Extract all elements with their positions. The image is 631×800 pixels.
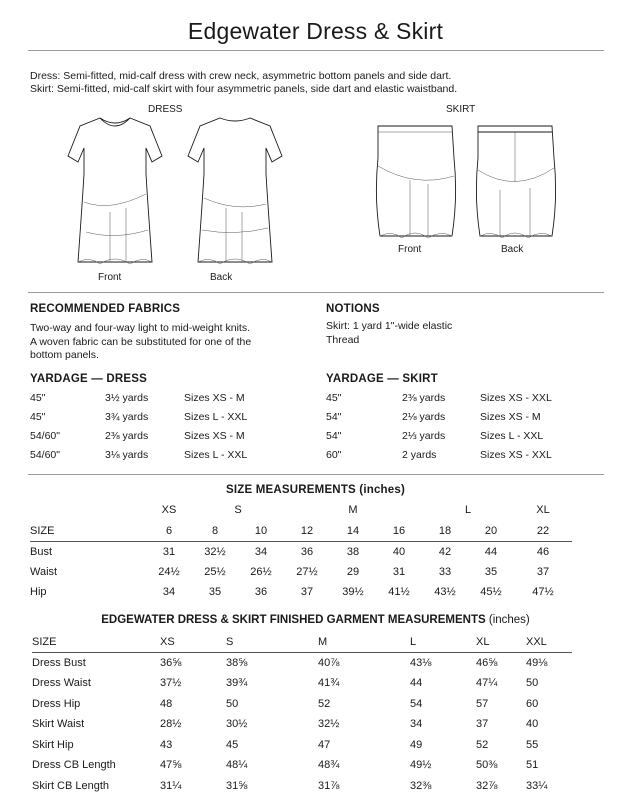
yardage-skirt-heading: YARDAGE — SKIRT [326, 373, 438, 385]
fabrics-line: A woven fabric can be substituted for one of the [30, 335, 252, 348]
size-number: 18 [422, 521, 468, 542]
cell: 54 [410, 697, 423, 710]
cell: 29 [346, 565, 360, 578]
yardage-yards: 2⅓ yards [402, 430, 446, 442]
size-measurements-title: SIZE MEASUREMENTS (inches) [226, 484, 405, 496]
cell: 31 [392, 565, 406, 578]
size-number: 12 [284, 521, 330, 542]
figure-divider [28, 292, 604, 293]
dress-figure-label: DRESS [148, 104, 183, 115]
cell: 50⅜ [476, 759, 498, 772]
cell: 35 [208, 586, 222, 599]
cell: 46⅝ [476, 657, 498, 669]
dress-front-label: Front [98, 272, 122, 283]
size-number: 10 [238, 521, 284, 542]
yardage-width: 60" [326, 449, 342, 461]
size-letter: M [348, 504, 358, 517]
cell: 43½ [434, 586, 456, 599]
description [30, 70, 457, 96]
yardage-divider [28, 474, 604, 475]
cell: 27½ [296, 565, 318, 578]
cell: 42 [438, 545, 452, 558]
garment-measurements-heading [0, 614, 631, 626]
yardage-sizes: Sizes XS - M [480, 411, 541, 423]
cell: 50 [226, 697, 239, 710]
notions-line: Thread [326, 333, 360, 346]
table-row [30, 562, 572, 583]
size-letter: M [318, 632, 410, 653]
cell: 48¾ [318, 759, 340, 772]
cell: 40 [392, 545, 406, 558]
cell: 34 [410, 718, 423, 731]
cell: 52 [476, 738, 489, 751]
fabrics-line: bottom panels. [30, 349, 99, 361]
row-label: Skirt Hip [32, 738, 74, 751]
cell: 48¼ [226, 759, 248, 772]
cell: 31 [162, 545, 176, 558]
cell: 38⅝ [226, 657, 248, 669]
size-letter: XL [476, 632, 526, 653]
dress-back-illustration [180, 112, 290, 274]
notions-text [326, 320, 452, 347]
row-label: Dress Waist [32, 677, 91, 690]
title-divider [28, 50, 604, 51]
garment-measurements-table [32, 632, 572, 796]
cell: 51 [526, 759, 539, 772]
skirt-figure-label: SKIRT [446, 104, 476, 115]
letter-size-row [30, 500, 572, 521]
cell: 36 [254, 586, 268, 599]
cell: 41½ [388, 586, 410, 599]
table-row [32, 735, 572, 756]
yardage-sizes: Sizes L - XXL [184, 449, 248, 461]
cell: 40 [526, 718, 539, 731]
size-letter: XL [536, 504, 550, 517]
cell: 28½ [160, 718, 182, 731]
cell: 57 [476, 697, 489, 710]
cell: 43⅛ [410, 657, 432, 669]
cell: 37½ [160, 677, 182, 690]
garment-size-row [32, 632, 572, 653]
yardage-width: 45" [30, 392, 46, 404]
cell: 39¾ [226, 677, 248, 690]
size-letter: L [410, 632, 476, 653]
size-letter: S [234, 504, 242, 517]
yardage-dress-heading: YARDAGE — DRESS [30, 373, 147, 385]
fabrics-line: Two-way and four-way light to mid-weight knits. [30, 322, 251, 334]
garment-measurements-unit: (inches) [488, 614, 530, 626]
size-measurements-heading [0, 484, 631, 496]
size-number: 22 [514, 521, 572, 542]
table-row [32, 755, 572, 776]
size-letter: L [464, 504, 472, 517]
cell: 41¾ [318, 677, 340, 690]
yardage-width: 45" [326, 392, 342, 404]
cell: 33¼ [526, 779, 548, 792]
size-label: SIZE [30, 521, 146, 542]
garment-measurements-title: EDGEWATER DRESS & SKIRT FINISHED GARMENT MEASUREMENTS [101, 614, 486, 626]
row-label: Dress Hip [32, 697, 81, 710]
cell: 52 [318, 697, 331, 710]
dress-front-illustration [60, 112, 170, 274]
cell: 34 [254, 545, 268, 558]
skirt-description: Skirt: Semi-fitted, mid-calf skirt with four asymmetric panels, side dart and elastic waistband. [30, 83, 458, 95]
cell: 24½ [158, 565, 180, 578]
yardage-width: 54/60" [30, 430, 61, 442]
cell: 35 [484, 565, 498, 578]
table-row [32, 673, 572, 694]
dress-description: Dress: Semi-fitted, mid-calf dress with crew neck, asymmetric bottom panels and side dart. [30, 70, 452, 82]
cell: 55 [526, 738, 539, 751]
row-label: Skirt Waist [32, 718, 85, 731]
size-number: 14 [330, 521, 376, 542]
cell: 38 [346, 545, 360, 558]
yardage-yards: 3⅛ yards [105, 449, 149, 461]
skirt-front-illustration [370, 118, 460, 243]
yardage-width: 54" [326, 430, 342, 442]
cell: 47¼ [476, 677, 498, 690]
yardage-width: 45" [30, 411, 46, 423]
cell: 33 [438, 565, 452, 578]
table-row [32, 653, 572, 674]
notions-line: Skirt: 1 yard 1"-wide elastic [326, 320, 453, 332]
cell: 25½ [204, 565, 226, 578]
table-row [30, 541, 572, 562]
size-letter: XS [161, 504, 177, 517]
cell: 47 [318, 738, 331, 751]
cell: 32½ [318, 718, 340, 731]
yardage-sizes: Sizes XS - M [184, 392, 245, 404]
yardage-yards: 2⅜ yards [402, 392, 446, 404]
row-label: Skirt CB Length [32, 779, 110, 792]
row-label: Hip [30, 586, 47, 599]
cell: 37 [476, 718, 489, 731]
page-title: Edgewater Dress & Skirt [187, 18, 444, 44]
size-letter: XS [160, 632, 226, 653]
skirt-front-label: Front [398, 244, 422, 255]
size-number: 6 [146, 521, 192, 542]
cell: 37 [536, 565, 550, 578]
cell: 47½ [532, 586, 554, 599]
row-label: Dress CB Length [32, 759, 116, 772]
cell: 31⅝ [226, 779, 248, 792]
cell: 39½ [342, 586, 364, 599]
size-measurements-table [30, 500, 572, 603]
yardage-sizes: Sizes XS - XXL [480, 392, 552, 404]
cell: 48 [160, 697, 173, 710]
cell: 46 [536, 545, 550, 558]
cell: 43 [160, 738, 173, 751]
skirt-back-label: Back [501, 244, 524, 255]
cell: 45½ [480, 586, 502, 599]
size-number: 16 [376, 521, 422, 542]
yardage-yards: 2⅜ yards [105, 430, 149, 442]
fabrics-text [30, 322, 251, 363]
size-number: 20 [468, 521, 514, 542]
yardage-yards: 2 yards [402, 449, 437, 461]
cell: 49 [410, 738, 423, 751]
cell: 50 [526, 677, 539, 690]
skirt-back-illustration [470, 118, 560, 243]
size-number: 8 [192, 521, 238, 542]
cell: 31¼ [160, 779, 182, 792]
cell: 37 [300, 586, 314, 599]
cell: 36 [300, 545, 314, 558]
size-letter: XXL [526, 632, 572, 653]
row-label: Dress Bust [32, 657, 86, 669]
fabrics-heading: RECOMMENDED FABRICS [30, 303, 181, 315]
table-row [32, 694, 572, 715]
row-label: Waist [30, 565, 58, 578]
table-row [32, 776, 572, 797]
cell: 45 [226, 738, 239, 751]
yardage-yards: 3½ yards [105, 392, 149, 404]
cell: 32⅜ [410, 779, 432, 792]
cell: 30½ [226, 718, 248, 731]
yardage-sizes: Sizes L - XXL [184, 411, 248, 423]
dress-back-label: Back [210, 272, 233, 283]
cell: 34 [162, 586, 176, 599]
row-label: Bust [30, 545, 53, 558]
numeric-size-row [30, 521, 572, 542]
yardage-yards: 3¾ yards [105, 411, 149, 423]
cell: 32⅞ [476, 779, 498, 792]
cell: 36⅝ [160, 657, 182, 669]
size-label: SIZE [32, 632, 160, 653]
yardage-yards: 2⅛ yards [402, 411, 446, 423]
cell: 60 [526, 697, 539, 710]
table-row [32, 714, 572, 735]
cell: 47⅝ [160, 759, 182, 772]
cell: 49½ [410, 759, 432, 772]
cell: 40⅞ [318, 657, 340, 669]
cell: 49⅛ [526, 657, 548, 669]
yardage-sizes: Sizes L - XXL [480, 430, 544, 442]
size-letter: S [226, 632, 318, 653]
cell: 44 [484, 545, 498, 558]
yardage-width: 54/60" [30, 449, 61, 461]
cell: 26½ [250, 565, 272, 578]
yardage-sizes: Sizes XS - XXL [480, 449, 552, 461]
cell: 32½ [204, 545, 226, 558]
notions-heading: NOTIONS [326, 303, 380, 315]
cell: 31⅞ [318, 779, 340, 792]
yardage-sizes: Sizes XS - M [184, 430, 245, 442]
yardage-width: 54" [326, 411, 342, 423]
table-row [30, 582, 572, 603]
cell: 44 [410, 677, 423, 690]
